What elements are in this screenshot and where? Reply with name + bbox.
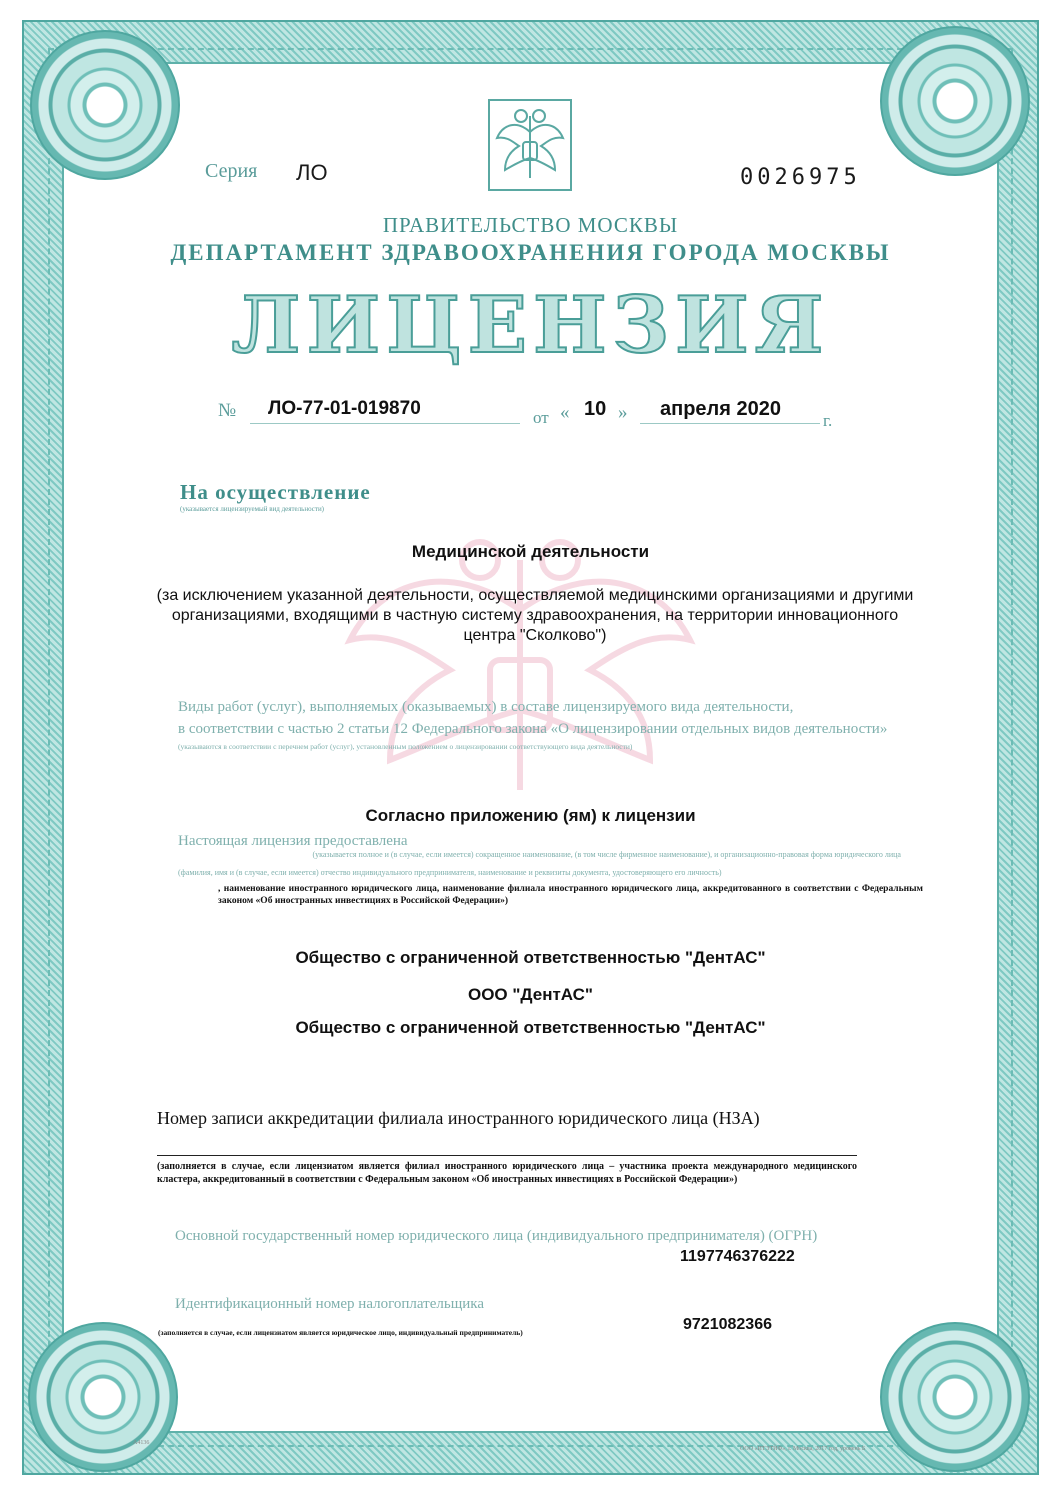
works-value: Согласно приложению (ям) к лицензии xyxy=(365,806,696,825)
granted-label: Настоящая лицензия предоставлена xyxy=(178,833,408,849)
inn-label: Идентификационный номер налогоплательщика xyxy=(175,1296,485,1312)
works-hint: (указываются в соответствии с перечнем работ (услуг), установленным положением о лицензировании соответствующего вида деятельности) xyxy=(178,742,633,751)
works-label-line-2: в соответствии с частью 2 статьи 12 Федерального закона «О лицензировании отдельных видов деятельности» xyxy=(178,721,888,737)
date-quote-close: » xyxy=(618,402,628,423)
activity-exclusion: (за исключением указанной деятельности, осуществляемой медицинскими организациями и другими организациями, входящими в частную систему здравоохранения, на территории инновационного центра "Сколково") xyxy=(156,587,914,644)
ogrn-value: 1197746376222 xyxy=(680,1248,795,1265)
nza-hint: (заполняется в случае, если лицензиатом является филиал иностранного юридического лица – участника проекта международного медицинского кластера, аккредитованный в соответствии с Федеральным законом «Об иностранных инвестициях в Российской Федерации») xyxy=(157,1161,857,1185)
corner-rosette-bottom-right xyxy=(880,1322,1030,1472)
nza-underline xyxy=(157,1155,857,1156)
series-label: Серия xyxy=(205,160,258,182)
license-month-year: апреля 2020 xyxy=(660,398,781,420)
document-title: ЛИЦЕНЗИЯ xyxy=(231,280,830,371)
corner-rosette-top-right xyxy=(880,26,1030,176)
imprint-right: ООО «ИТЭТЙФ», г. Москва, 2017 год, уровень Б xyxy=(740,1446,866,1452)
activity-name: Медицинской деятельности xyxy=(411,542,650,561)
activity-label: На осуществление xyxy=(180,480,371,504)
date-quote-open: « xyxy=(560,402,570,423)
granted-hint: (указывается полное и (в случае, если имеется) сокращенное наименование, (в том числе фирменное наименование), и организационно-правовая форма юридического лица (фамилия, имя и (в случае, если имеется) отчество индивидуального предпринимателя, наименование и реквизиты документа, удостоверяющего его личность) xyxy=(178,850,901,877)
foreign-entity-hint: , наименование иностранного юридического лица, наименование филиала иностранного юридического лица, аккредитованного в соответствии с Федеральным законом «Об иностранных инвестициях в Российской Федерации») xyxy=(218,884,923,906)
activity-hint: (указывается лицензируемый вид деятельности) xyxy=(180,505,325,513)
license-day: 10 xyxy=(584,398,607,420)
government-heading: ПРАВИТЕЛЬСТВО МОСКВЫ xyxy=(382,213,679,237)
inn-hint: (заполняется в случае, если лицензиатом является юридическое лицо, индивидуальный предприниматель) xyxy=(158,1328,523,1337)
imprint-left: А4136 xyxy=(133,1440,150,1446)
coat-of-arms-emblem xyxy=(487,98,573,192)
corner-rosette-bottom-left xyxy=(28,1322,178,1472)
corner-rosette-top-left xyxy=(30,30,180,180)
form-number: 0026975 xyxy=(740,165,861,190)
licensee-firm-name: Общество с ограниченной ответственностью "ДентАС" xyxy=(295,1018,766,1037)
licensee-full-name: Общество с ограниченной ответственностью "ДентАС" xyxy=(295,948,766,967)
year-suffix: г. xyxy=(823,411,833,430)
inn-value: 9721082366 xyxy=(683,1316,772,1333)
license-number: ЛО-77-01-019870 xyxy=(268,398,421,419)
date-underline xyxy=(640,423,820,424)
department-heading: ДЕПАРТАМЕНТ ЗДРАВООХРАНЕНИЯ ГОРОДА МОСКВЫ xyxy=(170,240,891,265)
series-value: ЛО xyxy=(296,160,328,185)
works-label xyxy=(178,696,887,740)
works-label-line-1: Виды работ (услуг), выполняемых (оказываемых) в составе лицензируемого вида деятельности, xyxy=(178,699,794,715)
coat-of-arms-watermark xyxy=(330,520,710,820)
number-underline xyxy=(250,423,520,424)
ogrn-label: Основной государственный номер юридического лица (индивидуального предпринимателя) (ОГРН) xyxy=(175,1228,818,1244)
date-from-label: от xyxy=(533,408,549,427)
license-number-label: № xyxy=(218,400,237,421)
licensee-short-name: ООО "ДентАС" xyxy=(467,985,593,1004)
nza-label: Номер записи аккредитации филиала иностранного юридического лица (НЗА) xyxy=(157,1108,760,1128)
